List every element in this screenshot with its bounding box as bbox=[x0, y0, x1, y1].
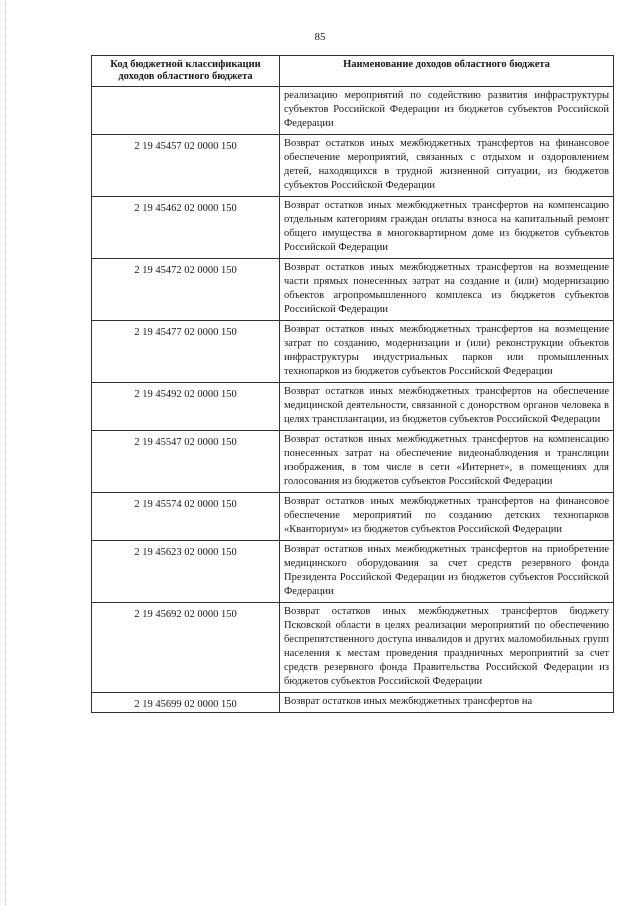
table-header-row bbox=[92, 56, 614, 87]
header-code: Код бюджетной классификации доходов областного бюджета bbox=[92, 56, 280, 87]
page-number: 85 bbox=[314, 31, 326, 43]
table-row bbox=[92, 603, 614, 693]
table-row bbox=[92, 87, 614, 135]
table-row bbox=[92, 383, 614, 431]
row-code: 2 19 45623 02 0000 150 bbox=[92, 541, 280, 603]
scan-margin-line bbox=[5, 0, 7, 905]
row-code: 2 19 45699 02 0000 150 bbox=[92, 693, 280, 713]
row-name: Возврат остатков иных межбюджетных трансфертов на обеспечение медицинской деятельности, связанной с донорством органов человека в целях трансплантации, из бюджетов субъектов Российской Федерации bbox=[280, 383, 614, 431]
row-code bbox=[92, 87, 280, 135]
row-name: Возврат остатков иных межбюджетных трансфертов на приобретение медицинского оборудования за счет средств резервного фонда Президента Российской Федерации из бюджетов субъектов Российской Федерации bbox=[280, 541, 614, 603]
row-name: Возврат остатков иных межбюджетных трансфертов на компенсацию отдельным категориям граждан оплаты взноса на капитальный ремонт общего имущества в многоквартирном доме из бюджетов субъектов Российской Федерации bbox=[280, 197, 614, 259]
header-name: Наименование доходов областного бюджета bbox=[280, 56, 614, 87]
row-code: 2 19 45477 02 0000 150 bbox=[92, 321, 280, 383]
row-code: 2 19 45462 02 0000 150 bbox=[92, 197, 280, 259]
row-name: Возврат остатков иных межбюджетных трансфертов на финансовое обеспечение мероприятий по созданию детских технопарков «Кванториум» из бюджетов субъектов Российской Федерации bbox=[280, 493, 614, 541]
row-name: Возврат остатков иных межбюджетных трансфертов на bbox=[280, 693, 614, 713]
row-name: реализацию мероприятий по содействию развития инфраструктуры субъектов Российской Федерации из бюджетов субъектов Российской Федерации bbox=[280, 87, 614, 135]
row-code: 2 19 45492 02 0000 150 bbox=[92, 383, 280, 431]
row-name: Возврат остатков иных межбюджетных трансфертов бюджету Псковской области в целях реализации мероприятий по обеспечению беспрепятственного доступа инвалидов и других маломобильных групп населения к местам проведения праздничных мероприятий за счет средств резервного фонда Правительства Российской Федерации из бюджетов субъектов Российской Федерации bbox=[280, 603, 614, 693]
row-code: 2 19 45574 02 0000 150 bbox=[92, 493, 280, 541]
table-row bbox=[92, 259, 614, 321]
table-row bbox=[92, 693, 614, 713]
table-row bbox=[92, 135, 614, 197]
row-name: Возврат остатков иных межбюджетных трансфертов на компенсацию понесенных затрат на обеспечение видеонаблюдения и трансляции изображения, в том числе в сети «Интернет», в помещениях для голосования из бюджетов субъектов Российской Федерации bbox=[280, 431, 614, 493]
row-name: Возврат остатков иных межбюджетных трансфертов на возмещение части прямых понесенных затрат на создание и (или) модернизацию объектов агропромышленного комплекса из бюджетов субъектов Российской Федерации bbox=[280, 259, 614, 321]
table-row bbox=[92, 431, 614, 493]
row-name: Возврат остатков иных межбюджетных трансфертов на финансовое обеспечение мероприятий, связанных с отдыхом и оздоровлением детей, находящихся в трудной жизненной ситуации, из бюджетов субъектов Российской Федерации bbox=[280, 135, 614, 197]
table-row bbox=[92, 321, 614, 383]
row-code: 2 19 45547 02 0000 150 bbox=[92, 431, 280, 493]
row-name: Возврат остатков иных межбюджетных трансфертов на возмещение затрат по созданию, модернизации и (или) реконструкции объектов инфраструктуры индустриальных парков или промышленных технопарков из бюджетов субъектов Российской Федерации bbox=[280, 321, 614, 383]
row-code: 2 19 45472 02 0000 150 bbox=[92, 259, 280, 321]
table-row bbox=[92, 493, 614, 541]
row-code: 2 19 45457 02 0000 150 bbox=[92, 135, 280, 197]
table-row bbox=[92, 197, 614, 259]
budget-classification-table bbox=[91, 55, 614, 713]
table-row bbox=[92, 541, 614, 603]
row-code: 2 19 45692 02 0000 150 bbox=[92, 603, 280, 693]
